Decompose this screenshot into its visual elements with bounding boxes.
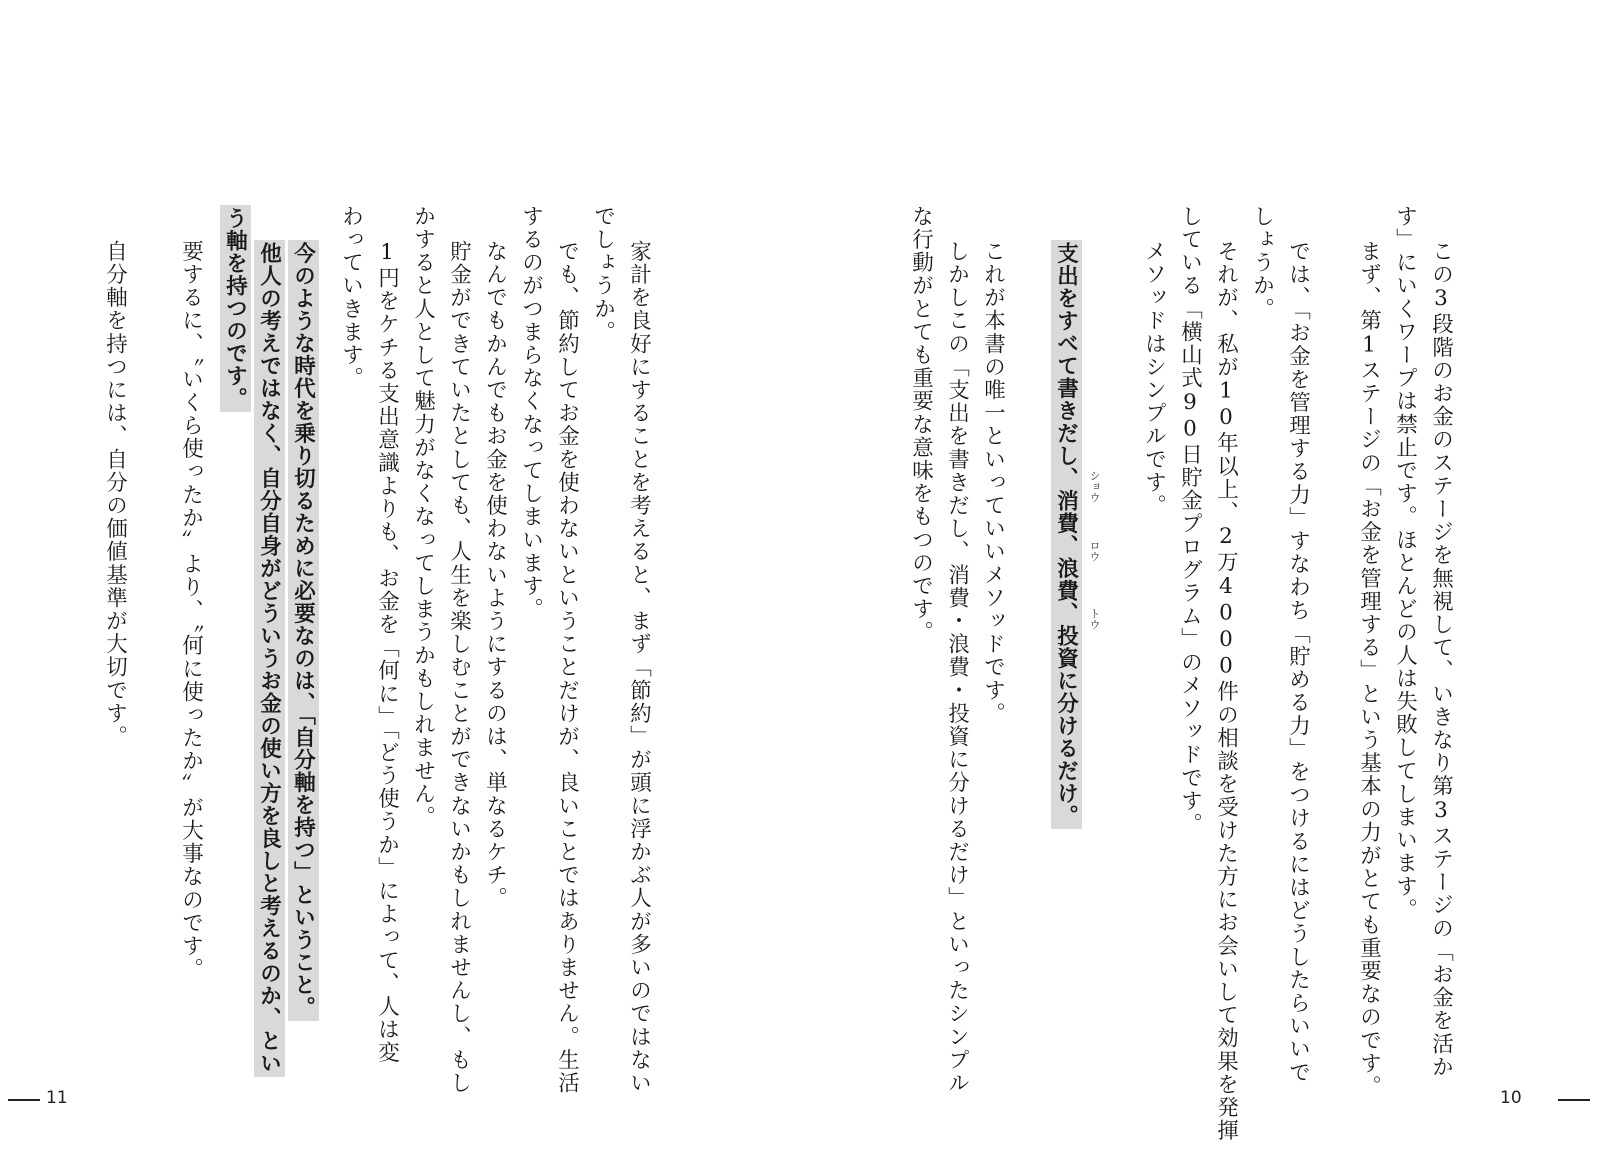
text-line: これが本書の唯一といっていいメソッドです。 xyxy=(980,240,1006,726)
emphasis-line xyxy=(292,240,314,1021)
page-number: 10 xyxy=(1500,1088,1522,1108)
ruby-reading: ショウ xyxy=(1088,470,1101,503)
emphasis-line xyxy=(224,205,246,412)
text-line: しかしこの「支出を書きだし、消費・浪費・投資に分けるだけ」といったシンプル xyxy=(944,240,970,1095)
text-line: している「横山式90日貯金プログラム」のメソッドです。 xyxy=(1177,205,1203,836)
text-line: 自分軸を持つには、自分の価値基準が大切です。 xyxy=(102,240,128,749)
text-line: 家計を良好にすることを考えると、まず「節約」が頭に浮かぶ人が多いのではない xyxy=(626,240,652,1095)
text-line: では、「お金を管理する力」すなわち「貯める力」をつけるにはどうしたらいいで xyxy=(1285,240,1311,1084)
text-line: メソッドはシンプルです。 xyxy=(1141,240,1167,518)
text-line: わっていきます。 xyxy=(338,205,364,390)
emphasis-line xyxy=(258,240,280,1077)
text-line: しょうか。 xyxy=(1249,205,1275,321)
text-line: 1円をケチる支出意識よりも、お金を「何に」「どう使うか」によって、人は変 xyxy=(374,240,400,1065)
highlighted-text: 支出をすべて書きだし、消費、浪費、投資に分けるだけ。 xyxy=(1051,240,1082,829)
highlighted-text: 他人の考えではなく、自分自身がどういうお金の使い方を良しと考えるのか、とい xyxy=(254,240,285,1077)
text-line: す」にいくワープは禁止です。ほとんどの人は失敗してしまいます。 xyxy=(1392,205,1418,922)
page-number: 11 xyxy=(46,1088,68,1108)
emphasis-line xyxy=(1055,240,1077,829)
text-line: かすると人として魅力がなくなってしまうかもしれません。 xyxy=(410,205,436,829)
highlighted-text: う軸を持つのです。 xyxy=(220,205,251,412)
highlighted-text: 今のような時代を乗り切るために必要なのは、「自分軸を持つ」ということ。 xyxy=(288,240,319,1021)
text-line: この3段階のお金のステージを無視して、いきなり第3ステージの「お金を活か xyxy=(1428,240,1454,1079)
text-line: でしょうか。 xyxy=(590,205,616,344)
text-line: それが、私が10年以上、2万4000件の相談を受けた方にお会いして効果を発揮 xyxy=(1213,240,1239,1143)
ruby-reading: ロウ xyxy=(1088,540,1101,562)
text-line: 貯金ができていたとしても、人生を楽しむことができないかもしれませんし、もし xyxy=(446,240,472,1095)
text-line: でも、節約してお金を使わないということだけが、良いことではありません。生活 xyxy=(554,240,580,1095)
text-line: するのがつまらなくなってしまいます。 xyxy=(518,205,544,621)
folio-rule xyxy=(1558,1099,1590,1101)
ruby-reading: トウ xyxy=(1088,608,1101,630)
right-page xyxy=(800,0,1600,1175)
text-line: 要するに、〝いくら使ったか〞より、〝何に使ったか〞が大事なのです。 xyxy=(178,240,204,981)
folio-rule xyxy=(8,1099,40,1101)
text-line: な行動がとても重要な意味をもつのです。 xyxy=(908,205,934,644)
text-line: なんでもかんでもお金を使わないようにするのは、単なるケチ。 xyxy=(482,240,508,910)
text-line: まず、第1ステージの「お金を管理する」という基本の力がとても重要なのです。 xyxy=(1356,240,1382,1099)
